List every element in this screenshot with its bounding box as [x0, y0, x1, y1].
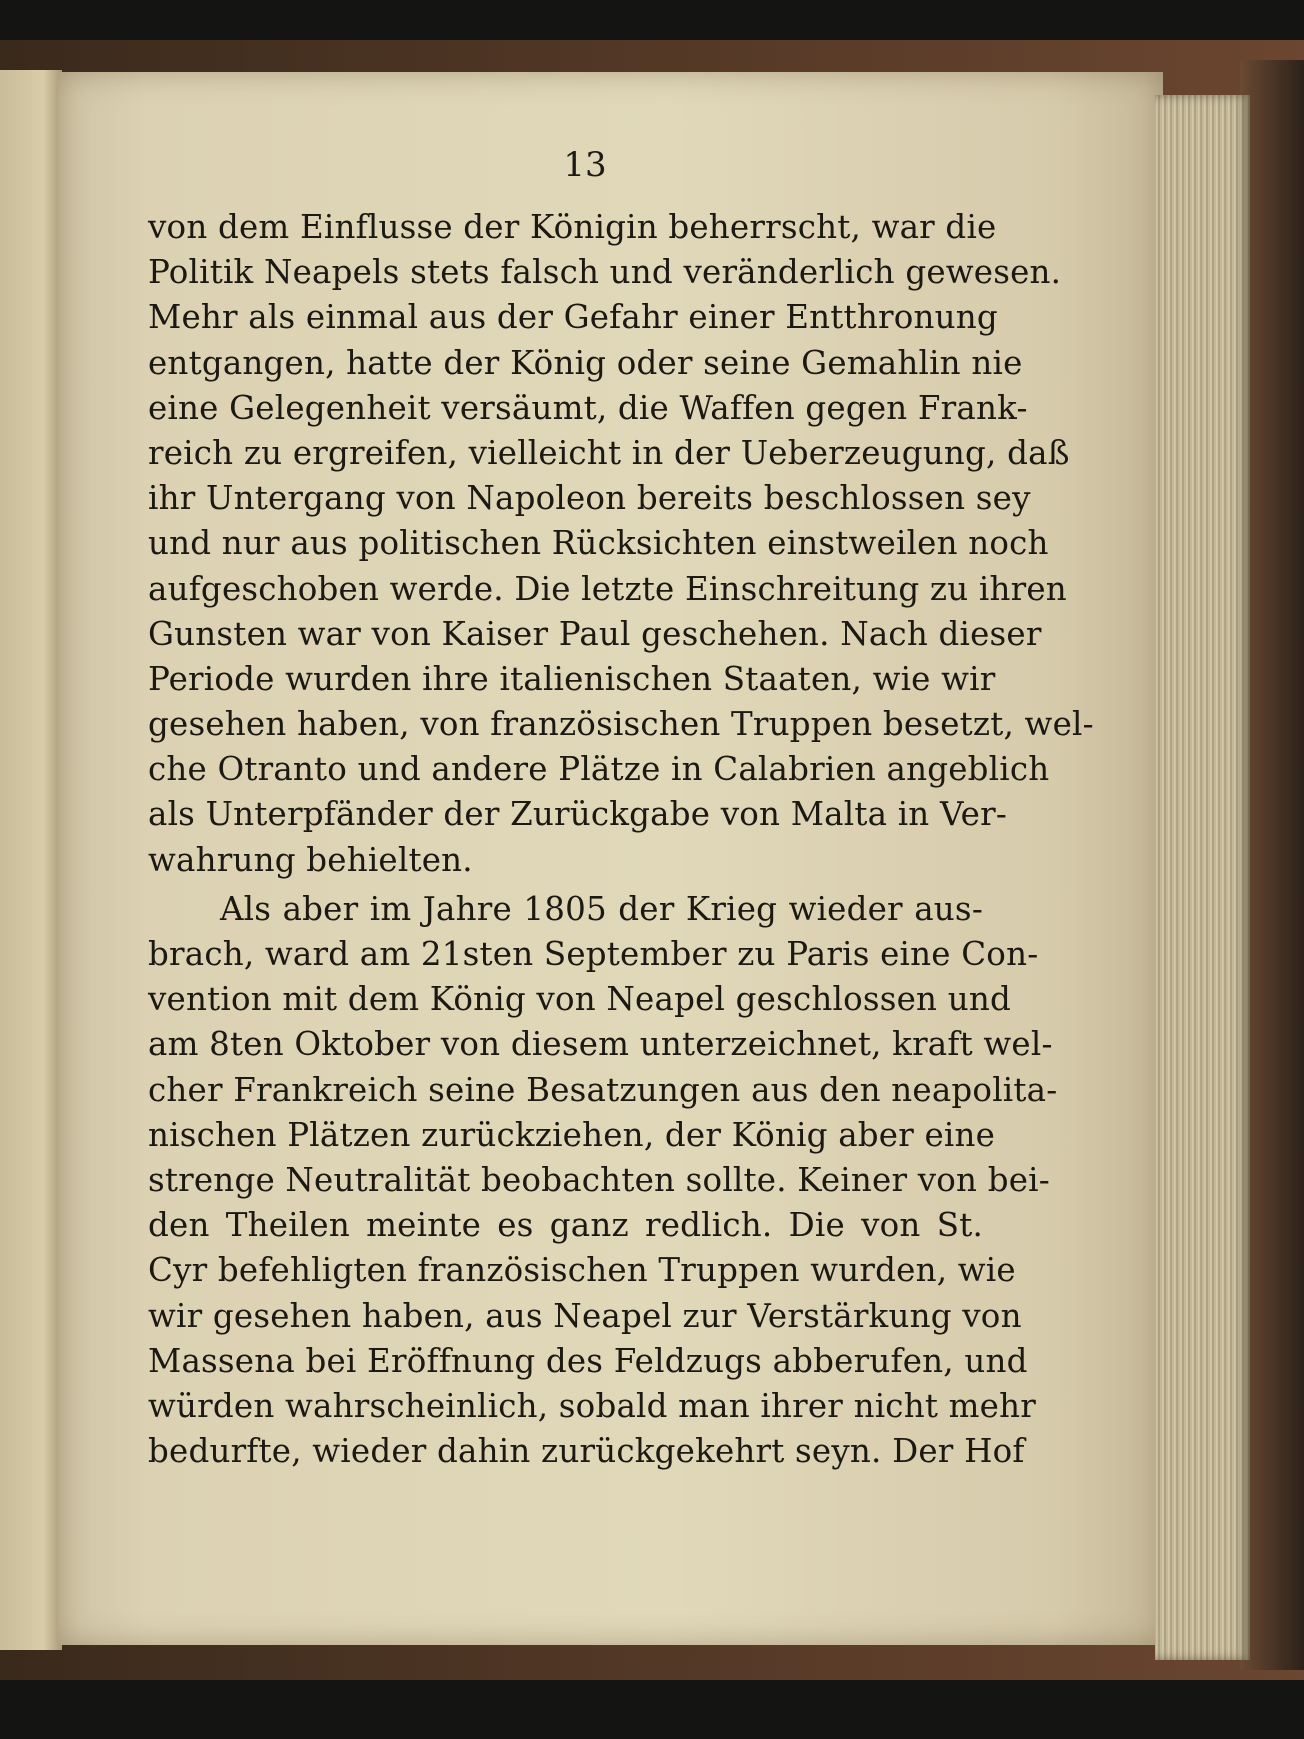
- paragraph: [148, 887, 1058, 1474]
- text-line: Cyr befehligten französischen Truppen wurden, wie: [148, 1251, 1016, 1290]
- text-line: reich zu ergreifen, vielleicht in der Ueberzeugung, daß: [148, 433, 1070, 472]
- text-line: Politik Neapels stets falsch und veränderlich gewesen.: [148, 253, 1062, 292]
- text-line: wahrung behielten.: [148, 840, 473, 879]
- text-line: ihr Untergang von Napoleon bereits beschlossen sey: [148, 479, 1031, 518]
- text-line: Periode wurden ihre italienischen Staaten, wie wir: [148, 659, 996, 698]
- page-text: [148, 205, 1094, 1474]
- text-line: bedurfte, wieder dahin zurückgekehrt seyn. Der Hof: [148, 1432, 1025, 1471]
- text-line: als Unterpfänder der Zurückgabe von Malta in Ver-: [148, 795, 1008, 834]
- text-line: eine Gelegenheit versäumt, die Waffen gegen Frank-: [148, 388, 1028, 427]
- text-line: den Theilen meinte es ganz redlich. Die von St.: [148, 1206, 983, 1245]
- text-line: Als aber im Jahre 1805 der Krieg wieder aus-: [220, 889, 983, 928]
- text-line: aufgeschoben werde. Die letzte Einschreitung zu ihren: [148, 569, 1067, 608]
- text-line: vention mit dem König von Neapel geschlossen und: [148, 980, 1011, 1019]
- page-stack-edges: [1155, 95, 1250, 1660]
- paragraph: [148, 205, 1094, 883]
- text-line: von dem Einflusse der Königin beherrscht, war die: [148, 208, 997, 246]
- text-line: nischen Plätzen zurückziehen, der König aber eine: [148, 1115, 996, 1154]
- page-number: 13: [563, 145, 607, 185]
- text-line: entgangen, hatte der König oder seine Gemahlin nie: [148, 343, 1023, 382]
- text-line: strenge Neutralität beobachten sollte. Keiner von bei-: [148, 1160, 1050, 1199]
- text-line: brach, ward am 21sten September zu Paris eine Con-: [148, 935, 1039, 973]
- text-line: cher Frankreich seine Besatzungen aus den neapolita-: [148, 1070, 1058, 1109]
- text-line: che Otranto und andere Plätze in Calabrien angeblich: [148, 750, 1050, 789]
- text-line: und nur aus politischen Rücksichten einstweilen noch: [148, 524, 1049, 563]
- text-line: Mehr als einmal aus der Gefahr einer Entthronung: [148, 298, 998, 337]
- text-line: Gunsten war von Kaiser Paul geschehen. Nach dieser: [148, 614, 1042, 653]
- text-line: wir gesehen haben, aus Neapel zur Verstärkung von: [148, 1296, 1022, 1335]
- text-line: gesehen haben, von französischen Truppen besetzt, wel-: [148, 705, 1094, 744]
- text-line: Massena bei Eröffnung des Feldzugs abberufen, und: [148, 1341, 1028, 1380]
- text-line: am 8ten Oktober von diesem unterzeichnet, kraft wel-: [148, 1025, 1053, 1064]
- text-line: würden wahrscheinlich, sobald man ihrer nicht mehr: [148, 1386, 1036, 1425]
- left-page-edge: [0, 70, 62, 1650]
